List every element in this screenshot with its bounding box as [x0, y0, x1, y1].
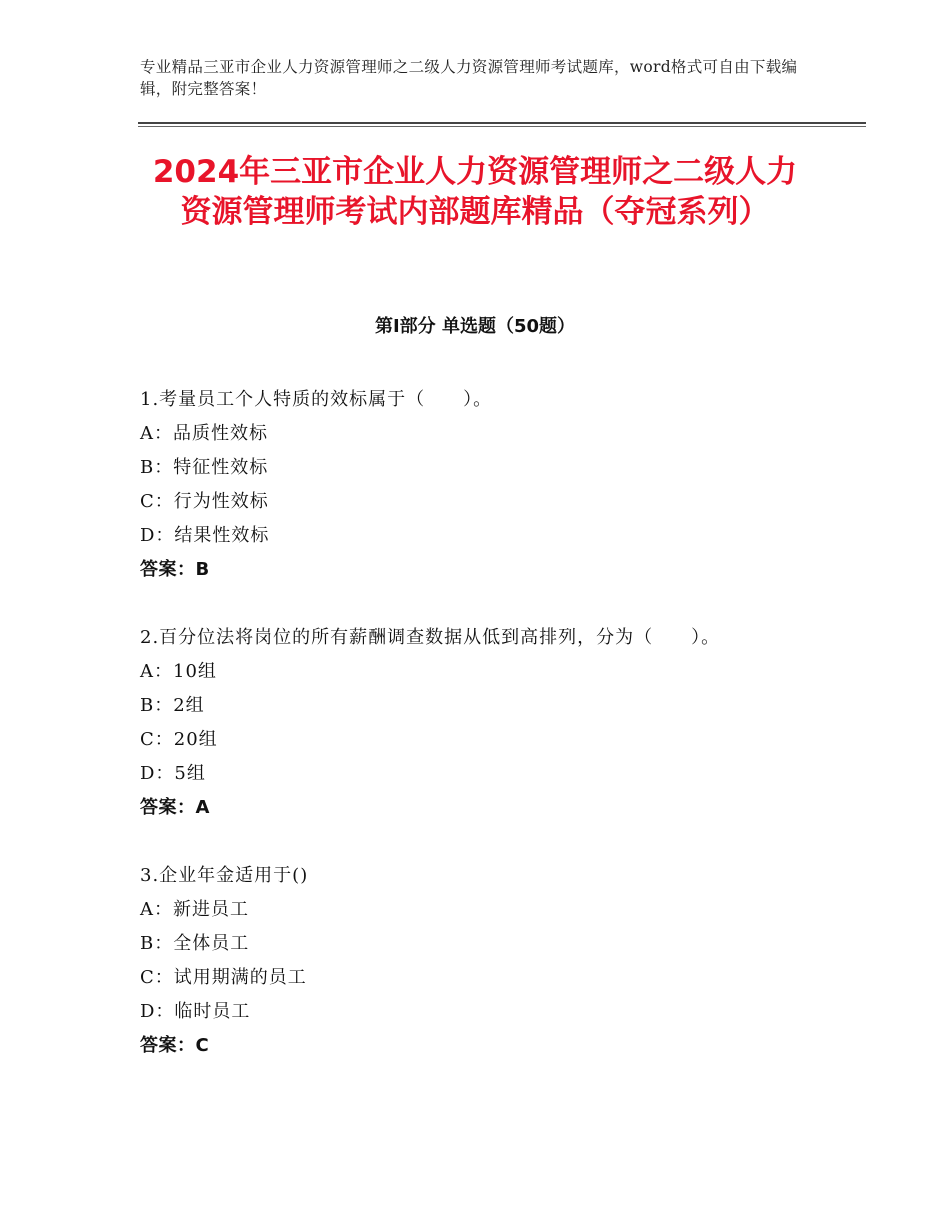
question-stem: 3.企业年金适用于() [140, 865, 309, 886]
option-b: B：特征性效标 [140, 457, 269, 478]
document-title: 2024年三亚市企业人力资源管理师之二级人力资源管理师考试内部题库精品（夺冠系列） [152, 154, 798, 230]
option-c: C：试用期满的员工 [140, 967, 307, 988]
option-d: D：结果性效标 [140, 525, 270, 546]
section-heading: 第Ⅰ部分 单选题（50题） [374, 316, 575, 337]
header-rule-thin [138, 126, 866, 127]
question-stem: 2.百分位法将岗位的所有薪酬调查数据从低到高排列，分为（ ）。 [140, 627, 721, 648]
header-rule-thick [138, 122, 866, 124]
option-d: D：临时员工 [140, 1001, 251, 1022]
option-a: A：新进员工 [140, 899, 249, 920]
answer: 答案：C [140, 1035, 210, 1056]
question-stem: 1.考量员工个人特质的效标属于（ ）。 [140, 389, 493, 410]
question-3 [140, 859, 780, 1063]
option-b: B：2组 [140, 695, 205, 716]
option-b: B：全体员工 [140, 933, 250, 954]
header-note: 专业精品三亚市企业人力资源管理师之二级人力资源管理师考试题库，word格式可自由下载编辑，附完整答案！ [140, 58, 798, 98]
option-c: C：20组 [140, 729, 218, 750]
question-1 [140, 383, 780, 587]
question-list [140, 383, 780, 1097]
answer: 答案：B [140, 559, 210, 580]
question-2 [140, 621, 780, 825]
answer: 答案：A [140, 797, 210, 818]
option-d: D：5组 [140, 763, 206, 784]
option-c: C：行为性效标 [140, 491, 269, 512]
option-a: A：品质性效标 [140, 423, 268, 444]
option-a: A：10组 [140, 661, 217, 682]
